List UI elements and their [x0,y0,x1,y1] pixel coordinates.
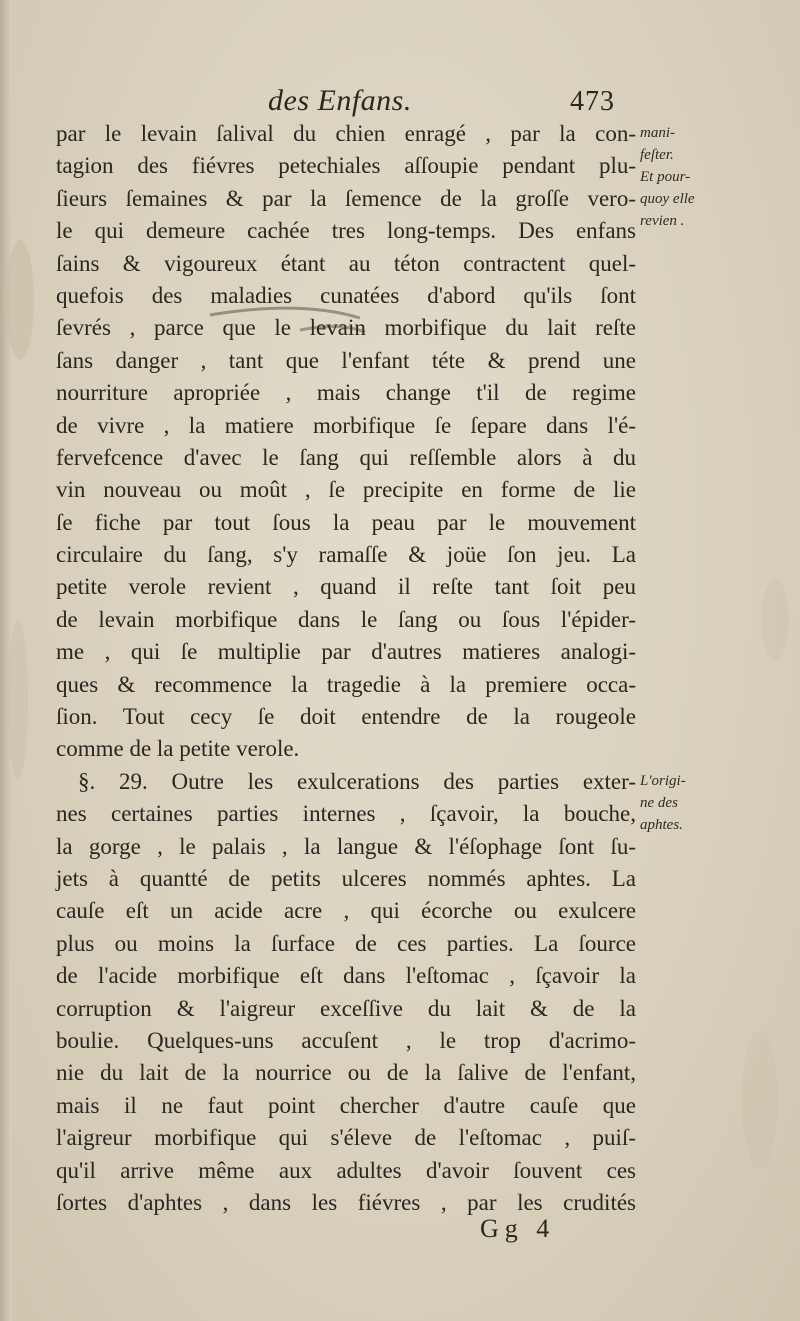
text-line: ſans danger , tant que l'enfant téte & prend une [56,347,636,373]
text-line: la gorge , le palais , la langue & l'éſophage ſont ſu- [56,833,636,859]
text-line: de levain morbifique dans le ſang ou ſous l'épider- [56,606,636,632]
text-line: ſe fiche par tout ſous la peau par le mouvement [56,509,636,535]
text-line: ſion. Tout cecy ſe doit entendre de la rougeole [56,704,636,730]
text-line: par le levain ſalival du chien enragé , par la con- [56,121,636,146]
text-line: ques & recommence la tragedie à la premiere occa- [56,671,636,697]
margin-note-line: L'origi- [640,773,686,789]
text-line: qu'il arrive même aux adultes d'avoir ſouvent ces [56,1157,636,1183]
text-line: vin nouveau ou moût , ſe precipite en forme de lie [56,477,636,503]
page-number: 473 [570,86,615,117]
margin-note-line: Et pour- [640,169,691,185]
text-line: ſortes d'aphtes , dans les fiévres , par les crudités [56,1189,636,1215]
text-line: fervefcence d'avec le ſang qui reſſemble alors à du [56,444,636,470]
text-line: mais il ne faut point chercher d'autre cauſe que [56,1092,636,1118]
text-line: nie du lait de la nourrice ou de la ſalive de l'enfant, [56,1060,636,1086]
text-line: nourriture apropriée , mais change t'il de regime [56,380,636,406]
text-line: ſains & vigoureux étant au téton contractent quel- [56,250,636,276]
text-line: nes certaines parties internes , ſçavoir, la bouche, [56,801,636,827]
page-binding-edge [0,0,12,1321]
running-title: des Enfans. [268,84,412,117]
text-line: jets à quantté de petits ulceres nommés aphtes. La [56,865,636,891]
text-line: ſevrés , parce que le levain morbifique du lait reſte [56,315,636,341]
text-line: me , qui ſe multiplie par d'autres matieres analogi- [56,639,636,665]
text-line: de vivre , la matiere morbifique ſe ſepare dans l'é- [56,412,636,438]
text-line: plus ou moins la ſurface de ces parties. La ſource [56,930,636,956]
text-line: petite verole revient , quand il reſte tant ſoit peu [56,574,636,600]
margin-note-manifester [640,122,800,232]
margin-note-line: aphtes. [640,817,683,833]
text-line: le qui demeure cachée tres long-temps. Des enfans [56,218,636,244]
text-line: §. 29. Outre les exulcerations des parties exter- [78,768,636,794]
margin-note-line: ne des [640,795,678,811]
text-line: ſieurs ſemaines & par la ſemence de la groſſe vero- [56,185,636,211]
text-line: de l'acide morbifique eſt dans l'eſtomac , ſçavoir la [56,963,636,989]
margin-note-line: revien . [640,213,685,229]
text-line: cauſe eſt un acide acre , qui écorche ou exulcere [56,898,636,924]
text-line: quefois des maladies cunatées d'abord qu'ils ſont [56,282,636,308]
text-line: circulaire du ſang, s'y ramaſſe & joüe ſon jeu. La [56,542,636,568]
text-line: l'aigreur morbifique qui s'éleve de l'eſtomac , puiſ- [56,1125,636,1151]
text-line: comme de la petite verole. [56,736,300,762]
margin-note-line: feſter. [640,147,674,163]
text-line: boulie. Quelques-uns accuſent , le trop d'acrimo- [56,1027,636,1053]
text-line: tagion des fiévres petechiales aſſoupie pendant plu- [56,153,636,179]
signature-mark: Gg 4 [480,1214,556,1243]
body-text [56,118,636,1219]
margin-note-origine [640,770,800,836]
text-line: corruption & l'aigreur exceſſive du lait & de la [56,995,636,1021]
margin-note-line: mani- [640,125,675,141]
margin-note-line: quoy elle [640,191,695,207]
